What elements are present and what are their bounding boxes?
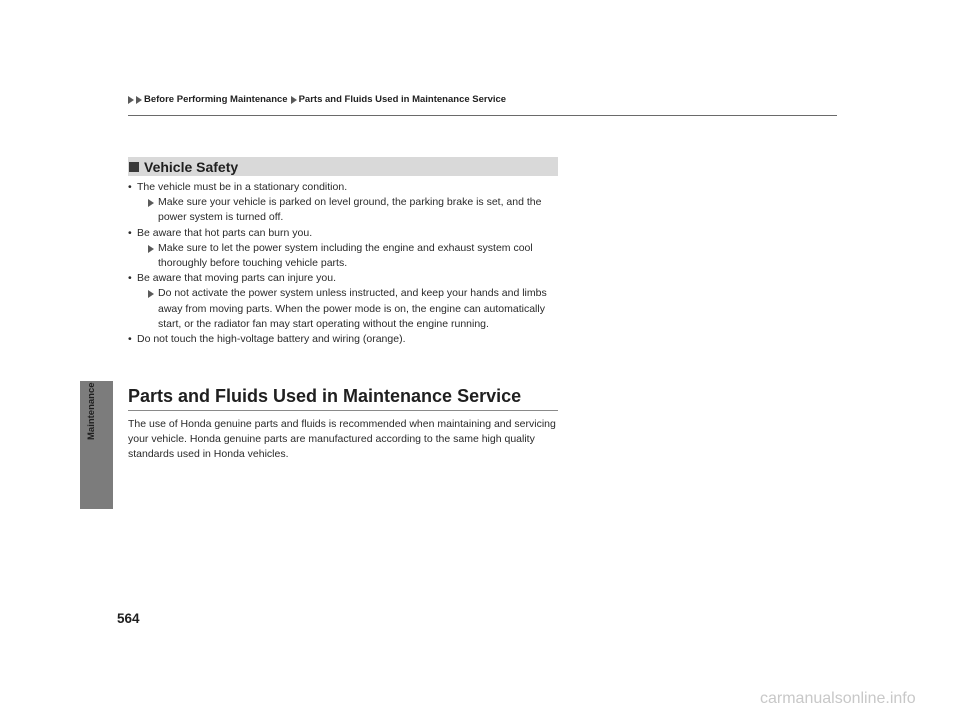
sub-item [137, 195, 564, 225]
chapter-tab-label: Maintenance [86, 382, 97, 440]
arrow-right-icon [148, 245, 154, 253]
body-paragraph: The use of Honda genuine parts and fluids is recommended when maintaining and servicing your vehicle. Honda genuine parts are manufactured according to the same high quality standards used in Honda vehicles. [128, 418, 556, 461]
page-number: 564 [117, 611, 140, 626]
bullet-text: Do not touch the high-voltage battery and wiring (orange). [137, 333, 406, 346]
breadcrumb [128, 94, 506, 105]
list-item [128, 226, 564, 272]
bullet-text: Be aware that hot parts can burn you. [137, 226, 313, 239]
list-item [128, 271, 564, 332]
sub-item-text: Make sure to let the power system including the engine and exhaust system cool thoroughly before touching vehicle parts. [158, 241, 533, 270]
section-heading: Parts and Fluids Used in Maintenance Service [128, 386, 522, 406]
arrow-right-icon [148, 199, 154, 207]
bullet-text: The vehicle must be in a stationary condition. [137, 181, 348, 193]
bullet-dot-icon: • [128, 226, 132, 239]
sub-item [137, 241, 564, 271]
watermark: carmanualsonline.info [760, 690, 916, 707]
list-item [128, 332, 564, 347]
breadcrumb-item-parts-fluids[interactable]: Parts and Fluids Used in Maintenance Service [298, 94, 507, 105]
bullet-dot-icon: • [128, 272, 132, 285]
bullet-text: Be aware that moving parts can injure you. [137, 272, 337, 285]
square-bullet-icon [129, 162, 139, 172]
breadcrumb-arrow-icon [136, 96, 142, 104]
arrow-right-icon [148, 290, 154, 298]
breadcrumb-item-before-maintenance[interactable]: Before Performing Maintenance [144, 94, 288, 105]
section-title: Vehicle Safety [144, 158, 239, 175]
safety-bullet-list [128, 180, 564, 347]
list-item [128, 180, 564, 226]
breadcrumb-arrow-icon [291, 96, 297, 104]
section-header-bar [128, 157, 558, 176]
safety-content [128, 180, 564, 347]
header-divider [128, 115, 837, 116]
bullet-dot-icon: • [128, 181, 132, 193]
heading-divider [128, 410, 558, 411]
sub-item-text: Do not activate the power system unless instructed, and keep your hands and limbs away from moving parts. When the power mode is on, the engine can automatically start, or the radiator fan may start operating without the engine running. [158, 287, 547, 330]
breadcrumb-arrow-icon [128, 96, 134, 104]
sub-item [137, 286, 564, 332]
bullet-dot-icon: • [128, 333, 132, 346]
sub-item-text: Make sure your vehicle is parked on level ground, the parking brake is set, and the power system is turned off. [158, 196, 542, 224]
